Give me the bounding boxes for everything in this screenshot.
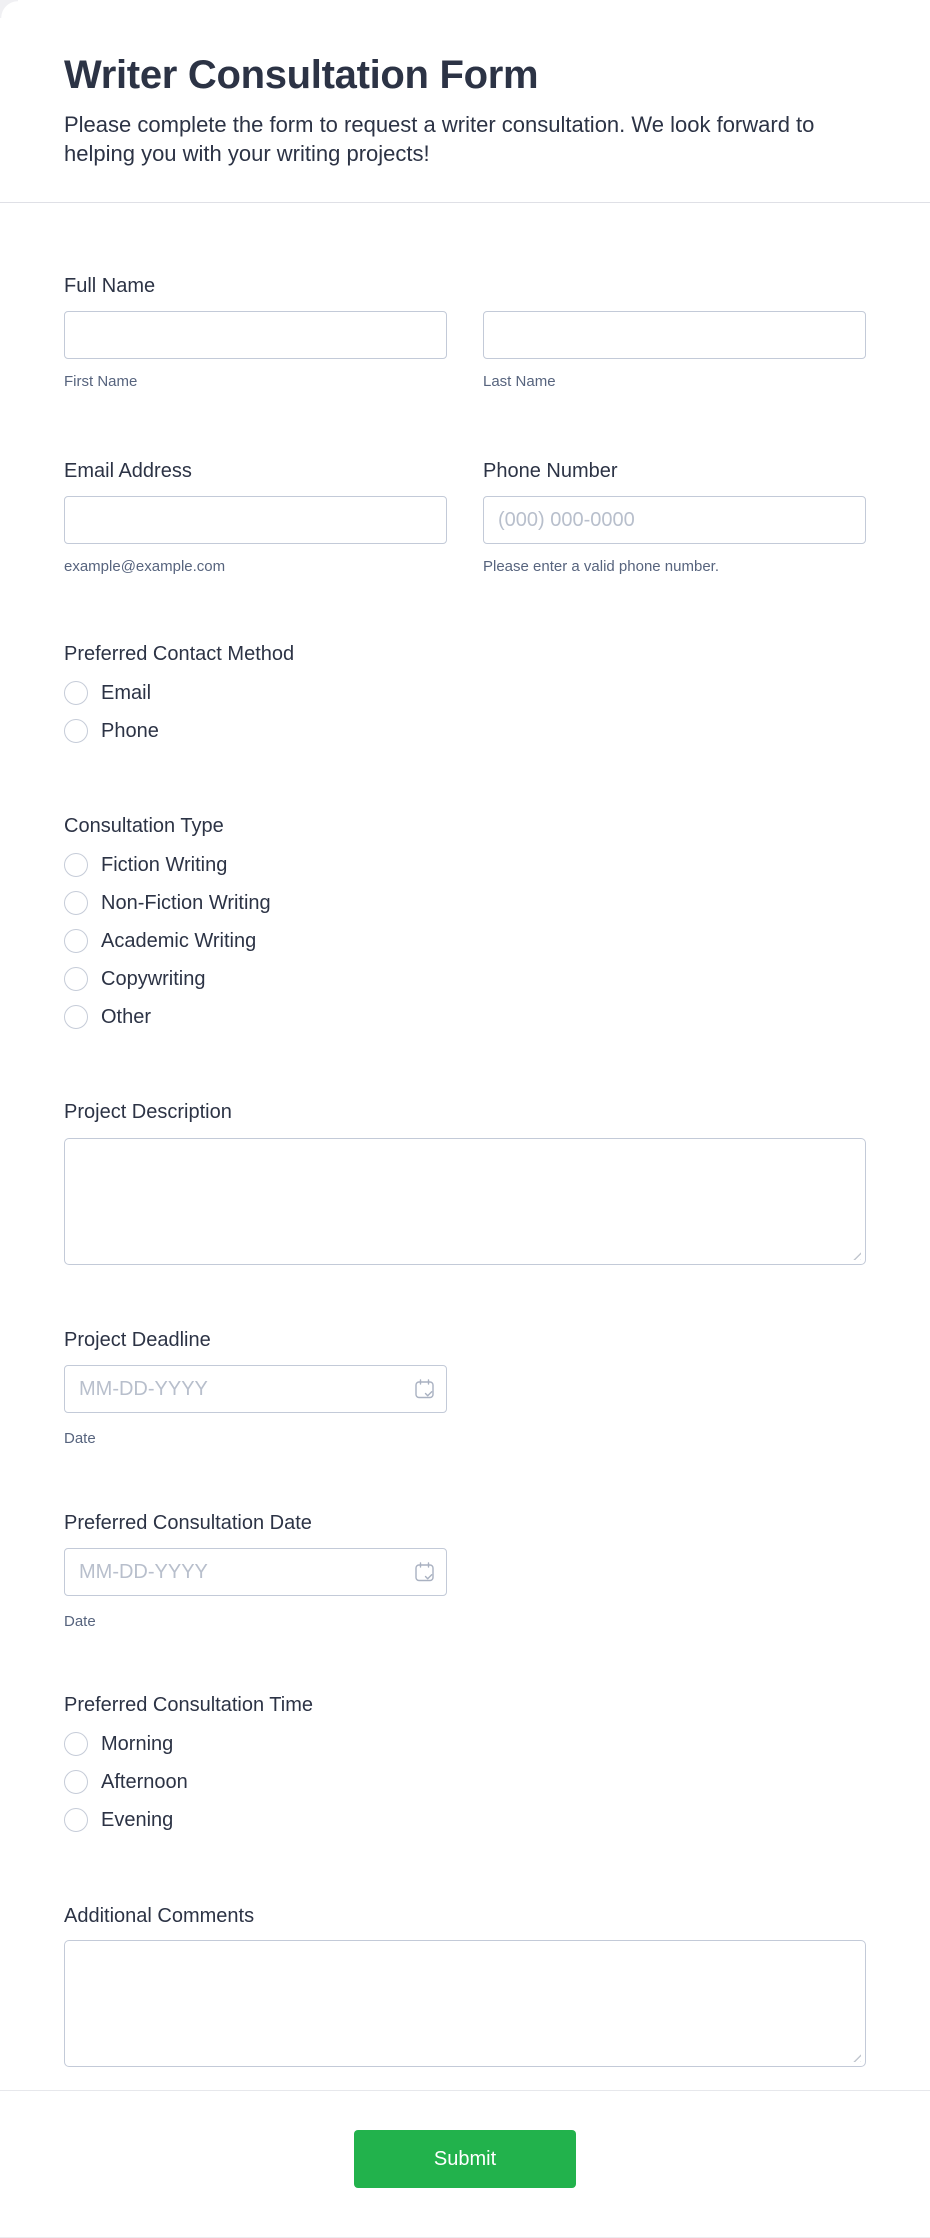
consultation-type-option-non-fiction-writing[interactable]	[64, 891, 866, 915]
first-name-input[interactable]	[64, 311, 447, 359]
consultation-type-label: Consultation Type	[64, 815, 224, 837]
radio-icon[interactable]	[64, 891, 88, 915]
question-project-description	[64, 1099, 866, 1265]
question-consultation-type	[64, 813, 866, 1029]
radio-option-label: Evening	[101, 1809, 174, 1831]
radio-icon[interactable]	[64, 1770, 88, 1794]
first-name-sublabel: First Name	[64, 373, 138, 390]
consultation-time-label: Preferred Consultation Time	[64, 1694, 314, 1716]
radio-icon[interactable]	[64, 719, 88, 743]
phone-input[interactable]	[483, 496, 866, 544]
additional-comments-textarea[interactable]	[64, 1940, 866, 2067]
consultation-time-option-morning[interactable]	[64, 1732, 866, 1756]
question-additional-comments	[64, 1903, 866, 2067]
radio-icon[interactable]	[64, 929, 88, 953]
radio-icon[interactable]	[64, 1808, 88, 1832]
form-subtitle: Please complete the form to request a writer consultation. We look forward to helping you with your writing projects!	[64, 112, 815, 166]
consultation-time-option-afternoon[interactable]	[64, 1770, 866, 1794]
submit-button[interactable]: Submit	[354, 2130, 576, 2188]
question-project-deadline	[64, 1327, 866, 1449]
radio-option-label: Fiction Writing	[101, 854, 228, 876]
project-deadline-date-input[interactable]	[64, 1365, 447, 1413]
last-name-sublabel: Last Name	[483, 373, 556, 390]
email-sublabel: example@example.com	[64, 558, 226, 575]
radio-option-label: Copywriting	[101, 968, 206, 990]
consultation-date-input[interactable]	[64, 1548, 447, 1596]
radio-option-label: Afternoon	[101, 1771, 188, 1793]
radio-icon[interactable]	[64, 967, 88, 991]
phone-sublabel: Please enter a valid phone number.	[483, 558, 719, 575]
radio-option-label: Email	[101, 682, 152, 704]
radio-option-label: Phone	[101, 720, 159, 742]
project-deadline-label: Project Deadline	[64, 1329, 211, 1351]
question-full-name	[64, 273, 866, 392]
question-contact-method	[64, 641, 866, 743]
consultation-type-option-copywriting[interactable]	[64, 967, 866, 991]
calendar-icon[interactable]	[415, 1379, 434, 1399]
radio-option-label: Non-Fiction Writing	[101, 892, 271, 914]
form-header	[0, 0, 930, 168]
contact-method-option-phone[interactable]	[64, 719, 866, 743]
question-consultation-time	[64, 1692, 866, 1832]
email-label: Email Address	[64, 460, 192, 482]
calendar-icon[interactable]	[415, 1562, 434, 1582]
consultation-date-label: Preferred Consultation Date	[64, 1512, 312, 1534]
radio-option-label: Other	[101, 1006, 152, 1028]
radio-option-label: Academic Writing	[101, 930, 257, 952]
radio-option-label: Morning	[101, 1733, 174, 1755]
email-input[interactable]	[64, 496, 447, 544]
radio-icon[interactable]	[64, 1005, 88, 1029]
project-description-textarea[interactable]	[64, 1138, 866, 1265]
question-consultation-date	[64, 1510, 866, 1632]
radio-icon[interactable]	[64, 1732, 88, 1756]
additional-comments-label: Additional Comments	[64, 1905, 255, 1927]
consultation-type-option-fiction-writing[interactable]	[64, 853, 866, 877]
question-email	[64, 458, 447, 577]
full-name-label: Full Name	[64, 275, 156, 297]
form-footer	[0, 2091, 930, 2237]
contact-method-option-email[interactable]	[64, 681, 866, 705]
question-email-phone	[64, 458, 866, 577]
project-description-label: Project Description	[64, 1101, 232, 1123]
question-phone	[483, 458, 866, 577]
consultation-type-option-academic-writing[interactable]	[64, 929, 866, 953]
phone-label: Phone Number	[483, 460, 618, 482]
last-name-input[interactable]	[483, 311, 866, 359]
consultation-date-sublabel: Date	[64, 1613, 96, 1630]
form-title: Writer Consultation Form	[64, 53, 539, 97]
form-body	[0, 203, 930, 2090]
consultation-type-option-other[interactable]	[64, 1005, 866, 1029]
contact-method-label: Preferred Contact Method	[64, 643, 295, 665]
project-deadline-sublabel: Date	[64, 1430, 96, 1447]
radio-icon[interactable]	[64, 853, 88, 877]
radio-icon[interactable]	[64, 681, 88, 705]
consultation-time-option-evening[interactable]	[64, 1808, 866, 1832]
